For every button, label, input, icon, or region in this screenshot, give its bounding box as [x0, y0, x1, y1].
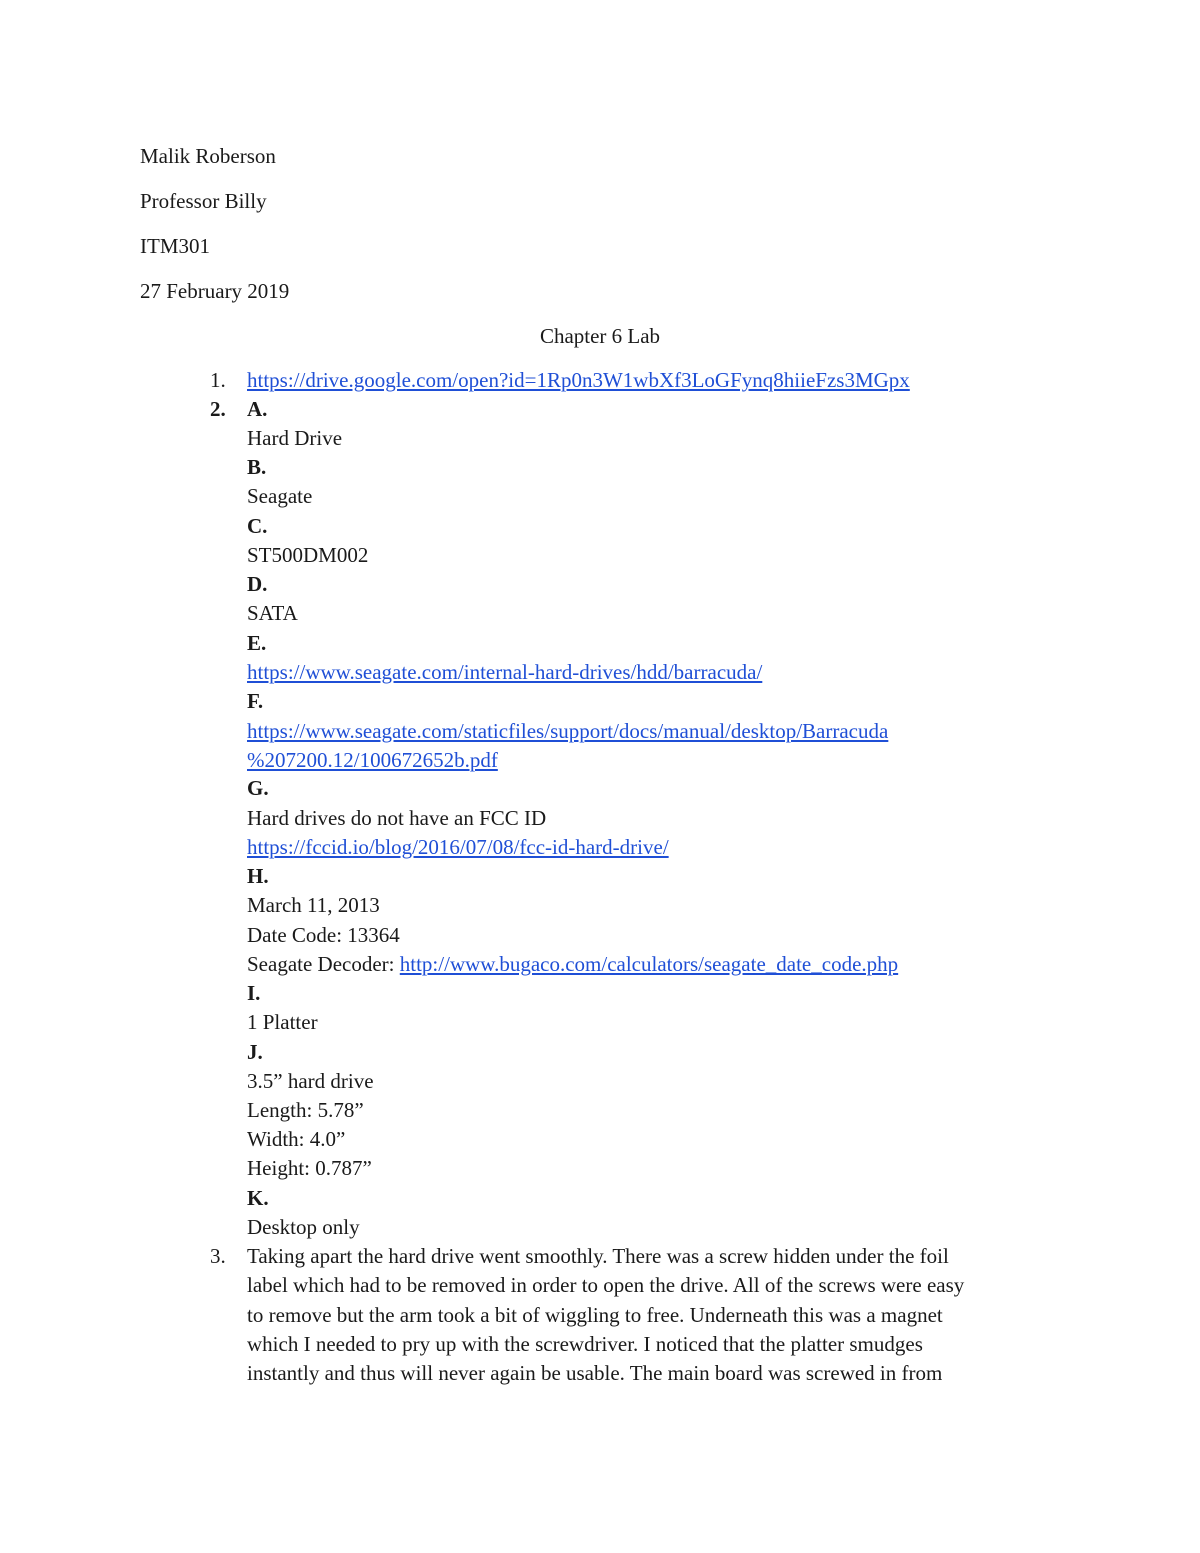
item-2-j-width: Width: 4.0” [247, 1127, 346, 1151]
item-2-k-letter: K. [247, 1186, 269, 1210]
item-2-g-text: Hard drives do not have an FCC ID [247, 806, 547, 830]
item-3-number: 3. [210, 1244, 226, 1268]
item-3-line-5: instantly and thus will never again be usable. The main board was screwed in from [247, 1361, 943, 1386]
item-2-b-letter: B. [247, 455, 267, 479]
item-1-line [247, 366, 910, 395]
professor-name: Professor Billy [140, 189, 267, 213]
submission-date: 27 February 2019 [140, 279, 290, 303]
item-2-h-decoder-label: Seagate Decoder: [247, 952, 400, 976]
item-2-j-letter: J. [247, 1040, 263, 1064]
item-2-i-text: 1 Platter [247, 1010, 318, 1034]
item-3-line-3: to remove but the arm took a bit of wiggling to free. Underneath this was a magnet [247, 1302, 943, 1327]
course-code: ITM301 [140, 234, 210, 258]
item-2-i-letter: I. [247, 981, 261, 1005]
item-2-c-text: ST500DM002 [247, 543, 369, 567]
item-2-h-date: March 11, 2013 [247, 893, 380, 917]
item-2-j-length: Length: 5.78” [247, 1098, 364, 1122]
item-2-g-fccid-link[interactable]: https://fccid.io/blog/2016/07/08/fcc-id-hard-drive/ [247, 835, 669, 859]
item-2-number: 2. [210, 397, 226, 421]
item-2-f-line-1 [247, 717, 888, 746]
item-2-e-seagate-link[interactable]: https://www.seagate.com/internal-hard-drives/hdd/barracuda/ [247, 660, 763, 684]
item-2-h-letter: H. [247, 864, 269, 888]
item-2-f-manual-link-part-1[interactable]: https://www.seagate.com/staticfiles/support/docs/manual/desktop/Barracuda [247, 719, 889, 743]
item-2-h-decoder-line [247, 950, 898, 979]
item-2-d-text: SATA [247, 601, 298, 625]
item-2-g-letter: G. [247, 776, 269, 800]
item-2-f-letter: F. [247, 689, 264, 713]
item-2-f-manual-link-part-2[interactable]: %207200.12/100672652b.pdf [247, 748, 498, 772]
page-title: Chapter 6 Lab [539, 324, 661, 348]
item-3-line-2: label which had to be removed in order to open the drive. All of the screws were easy [247, 1273, 965, 1298]
item-2-h-decoder-link[interactable]: http://www.bugaco.com/calculators/seagate_date_code.php [399, 952, 899, 976]
item-2-c-letter: C. [247, 514, 268, 538]
item-2-j-form: 3.5” hard drive [247, 1069, 374, 1093]
item-2-f-line-2 [247, 746, 498, 775]
item-2-e-letter: E. [247, 631, 267, 655]
author-name: Malik Roberson [140, 144, 276, 168]
item-1-number: 1. [210, 368, 226, 392]
item-2-a-letter: A. [247, 397, 268, 421]
item-2-d-letter: D. [247, 572, 268, 596]
item-2-k-text: Desktop only [247, 1215, 360, 1239]
item-2-b-text: Seagate [247, 484, 313, 508]
item-3-line-1: Taking apart the hard drive went smoothly. There was a screw hidden under the foil [247, 1244, 949, 1268]
item-2-a-text: Hard Drive [247, 426, 343, 450]
item-2-j-height: Height: 0.787” [247, 1156, 372, 1180]
item-2-g-line [247, 833, 669, 862]
item-2-e-line [247, 658, 762, 687]
item-2-h-date-code: Date Code: 13364 [247, 923, 400, 947]
item-3-paragraph [247, 1242, 1077, 1388]
item-1-drive-link[interactable]: https://drive.google.com/open?id=1Rp0n3W1wbXf3LoGFynq8hiieFzs3MGpx [247, 368, 910, 392]
item-3-line-4: which I needed to pry up with the screwdriver. I noticed that the platter smudges [247, 1331, 923, 1356]
